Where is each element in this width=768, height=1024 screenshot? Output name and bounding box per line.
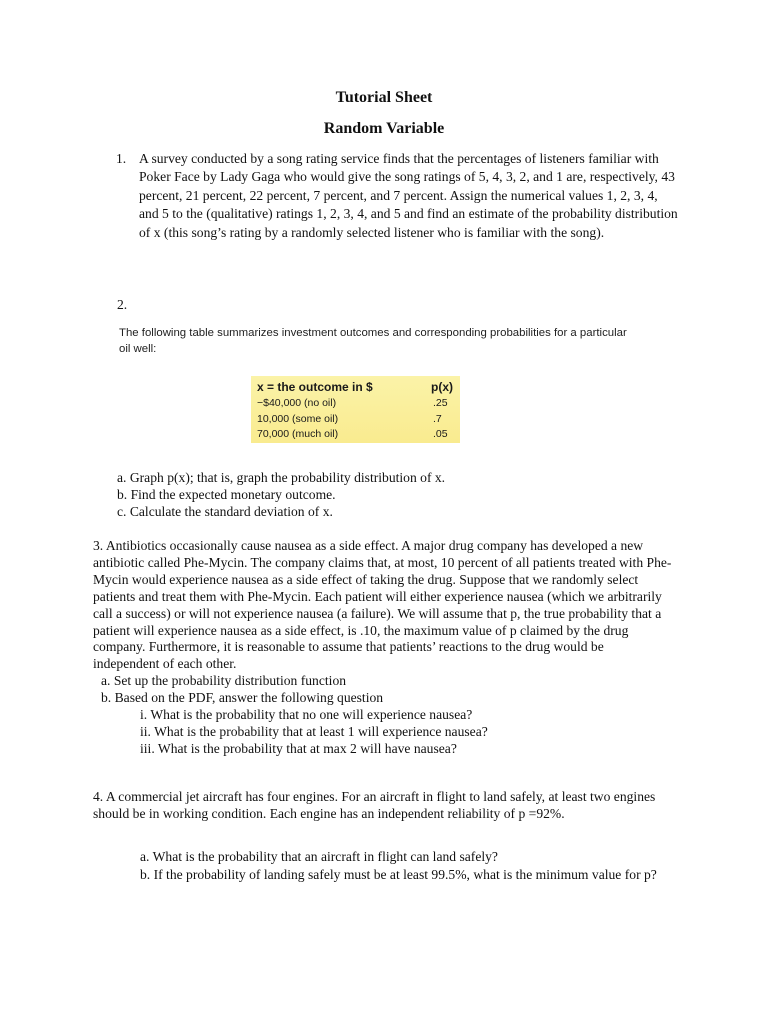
question-3	[93, 538, 673, 758]
question-2-number: 2.	[117, 297, 128, 312]
question-3-part-b-i: i. What is the probability that no one will experience nausea?	[140, 707, 473, 723]
question-1-number: 1.	[116, 151, 127, 166]
question-3-text: 3. Antibiotics occasionally cause nausea as a side effect. A major drug company has developed a new antibiotic called Phe-Mycin. The company claims that, at most, 10 percent of all patients treated with Phe-Mycin would experience nausea as a side effect of taking the drug. Suppose that we randomly select patients and treat them with Phe-Mycin. Each patient will either experience nausea (which we arbitrarily call a success) or will not experience nausea (a failure). We will assume that p, the true probability that a patient will experience nausea as a side effect, is .10, the maximum value of p claimed by the drug company. Furthermore, it is reasonable to assume that patients’ reactions to the drug would be independent of each other.	[93, 538, 672, 672]
table-cell-probability: .7	[433, 413, 442, 425]
question-2-part-a: a. Graph p(x); that is, graph the probability distribution of x.	[117, 470, 446, 485]
question-2-part-c: c. Calculate the standard deviation of x.	[117, 504, 333, 519]
question-2-intro: The following table summarizes investment outcomes and corresponding probabilities for a particular oil well:	[119, 327, 627, 355]
table-cell-outcome: 70,000 (much oil)	[257, 428, 339, 440]
question-1-text: A survey conducted by a song rating service finds that the percentages of listeners familiar with Poker Face by Lady Gaga who would give the song ratings of 5, 4, 3, 2, and 1 are, respectively, 43 percent, 21 percent, 22 percent, 7 percent, and 7 percent. Assign the numerical values 1, 2, 3, 4, and 5 to the (qualitative) ratings 1, 2, 3, 4, and 5 and find an estimate of the probability distribution of x (this song’s rating by a randomly selected listener who is familiar with the song).	[139, 151, 678, 240]
question-4-part-a: a. What is the probability that an aircraft in flight can land safely?	[140, 849, 498, 864]
table-cell-outcome: 10,000 (some oil)	[257, 413, 339, 425]
table-header-probability: p(x)	[431, 380, 453, 394]
question-3-part-b: b. Based on the PDF, answer the following question	[101, 690, 384, 706]
outcome-table	[251, 376, 460, 443]
table-header-outcome: x = the outcome in $	[257, 380, 373, 394]
question-3-part-b-ii: ii. What is the probability that at least 1 will experience nausea?	[140, 723, 488, 739]
page-subtitle: Random Variable	[323, 120, 445, 137]
question-3-part-b-iii: iii. What is the probability that at max 2 will have nausea?	[140, 740, 457, 756]
question-4-part-b: b. If the probability of landing safely must be at least 99.5%, what is the minimum value for p?	[140, 866, 657, 882]
question-2-parts	[117, 469, 445, 520]
page-title: Tutorial Sheet	[335, 89, 433, 106]
table-cell-probability: .25	[433, 397, 448, 409]
question-4-text: 4. A commercial jet aircraft has four engines. For an aircraft in flight to land safely, at least two engines should be in working condition. Each engine has an independent reliability of p =92%.	[93, 789, 656, 821]
table-cell-probability: .05	[433, 428, 448, 440]
question-2-part-b: b. Find the expected monetary outcome.	[117, 487, 336, 502]
question-4-parts	[140, 849, 660, 884]
table-cell-outcome: −$40,000 (no oil)	[257, 397, 337, 409]
question-3-part-a: a. Set up the probability distribution function	[101, 673, 347, 689]
